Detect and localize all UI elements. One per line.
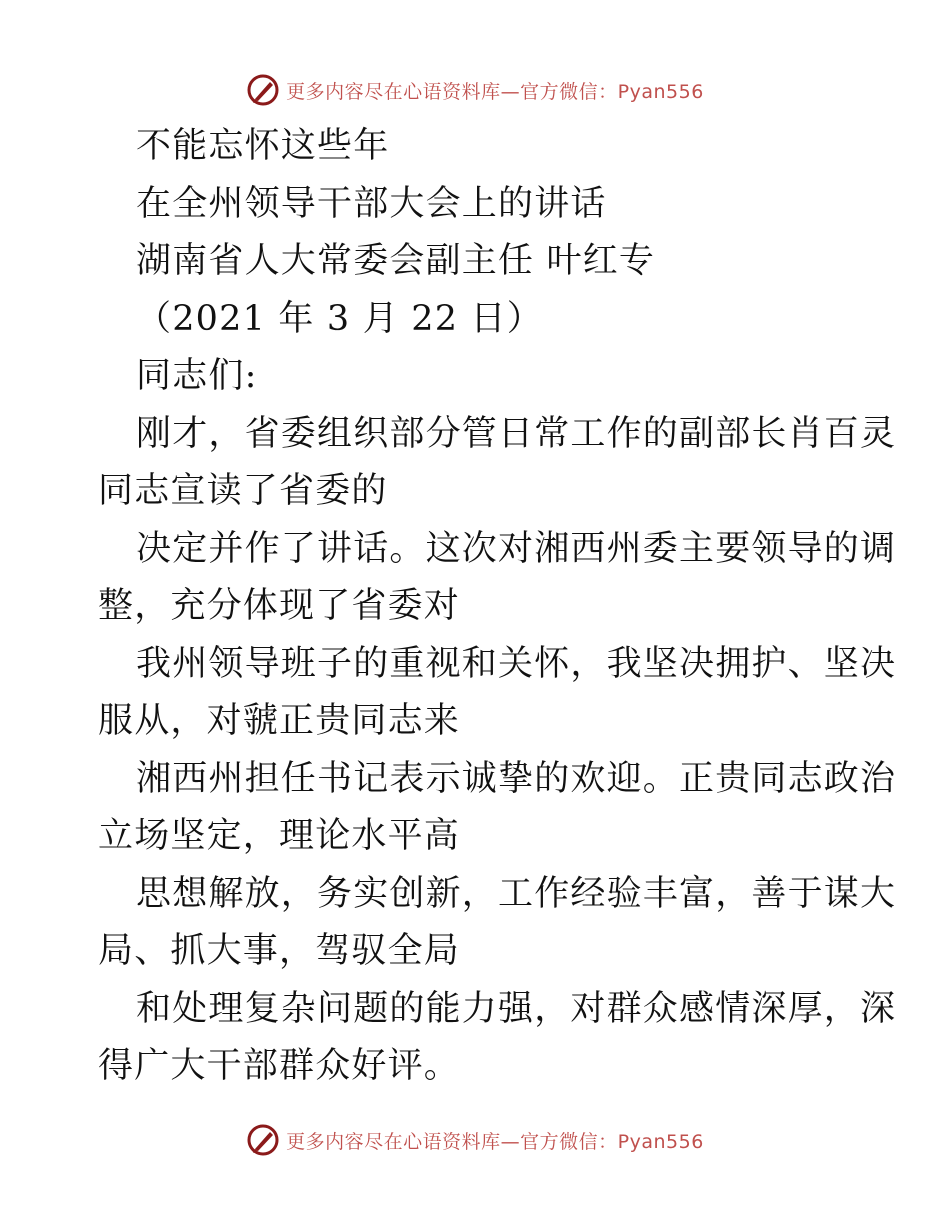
document-line: 我州领导班子的重视和关怀，我坚决拥护、坚决	[136, 643, 897, 684]
document-line: 湘西州担任书记表示诚挚的欢迎。正贵同志政治	[136, 758, 897, 799]
document-line: 在全州领导干部大会上的讲话	[136, 183, 607, 224]
header-banner	[0, 70, 950, 110]
document-line: 湖南省人大常委会副主任 叶红专	[136, 241, 656, 281]
pen-logo-icon	[246, 1123, 280, 1157]
document-line: 整，充分体现了省委对	[98, 586, 461, 626]
document-line: 刚才，省委组织部分管日常工作的副部长肖百灵	[136, 413, 897, 454]
document-body	[98, 118, 897, 1096]
document-line: 得广大干部群众好评。	[98, 1046, 461, 1086]
document-line: 不能忘怀这些年	[136, 126, 390, 166]
document-line: 同志宣读了省委的	[98, 471, 388, 511]
pen-logo-icon	[246, 73, 280, 107]
footer-banner	[0, 1120, 950, 1160]
document-line: 同志们:	[136, 356, 258, 396]
document-line: 思想解放，务实创新，工作经验丰富，善于谋大	[136, 873, 897, 914]
document-line: 决定并作了讲话。这次对湘西州委主要领导的调	[136, 528, 897, 569]
document-line: 和处理复杂问题的能力强，对群众感情深厚，深	[136, 988, 897, 1029]
footer-banner-text: 更多内容尽在心语资料库—官方微信：Pyan556	[286, 1130, 704, 1153]
document-line: 立场坚定，理论水平高	[98, 816, 461, 856]
document-line: （2021 年 3 月 22 日）	[136, 298, 543, 339]
document-line: 局、抓大事，驾驭全局	[98, 931, 461, 971]
document-line: 服从，对虢正贵同志来	[98, 701, 461, 741]
header-banner-text: 更多内容尽在心语资料库—官方微信：Pyan556	[286, 80, 704, 103]
